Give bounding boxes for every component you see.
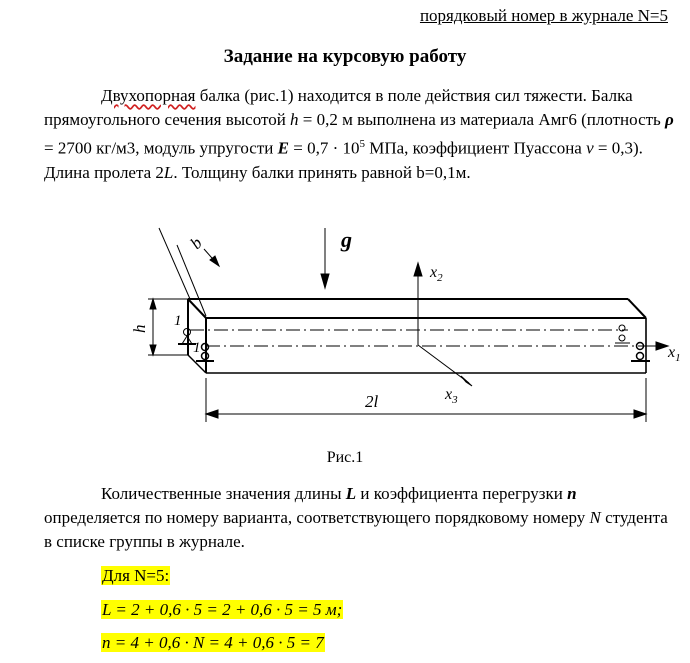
text-run: и коэффициента перегрузки xyxy=(356,484,568,503)
text-run: МПа, коэффициент Пуассона xyxy=(364,138,587,158)
x1-arrowhead xyxy=(656,342,668,350)
span-arrowhead-right xyxy=(634,410,646,418)
label-support-bottom: 1 xyxy=(193,340,201,356)
highlighted-formula: n = 4 + 0,6 · N = 4 + 0,6 · 5 = 7 xyxy=(102,633,324,652)
figure-caption: Рис.1 xyxy=(326,449,364,466)
page-title: Задание на курсовую работу xyxy=(223,46,467,67)
beam-right-top-edge xyxy=(628,299,646,318)
variant-paragraph xyxy=(44,482,674,554)
symbol-l: L xyxy=(163,162,174,182)
calc-overload-formula xyxy=(101,632,325,654)
h-arrowhead-bottom xyxy=(150,345,156,355)
x3-axis xyxy=(418,345,469,383)
label-g: g xyxy=(341,227,352,252)
text-run: Количественные значения длины xyxy=(101,484,346,503)
text-run: студента в списке группы в журнале. xyxy=(44,508,668,551)
symbol-rho: ρ xyxy=(665,110,674,129)
x3-arrowhead xyxy=(461,376,472,386)
label-b: b xyxy=(186,233,206,253)
span-arrowhead-left xyxy=(206,410,218,418)
label-x2: $x_2$ xyxy=(430,264,443,284)
b-extension-2 xyxy=(177,245,206,316)
label-x3: $x_3$ xyxy=(445,386,458,406)
symbol-l: L xyxy=(345,484,357,503)
text-run: балка (рис.1) находится в поле действия сил тяжести. Балка прямоугольного сечения высотой xyxy=(44,86,633,129)
support-right-back-roller xyxy=(619,335,625,341)
label-support-top: 1 xyxy=(174,313,182,329)
journal-number-note: порядковый номер в журнале N=5 xyxy=(419,6,668,25)
calc-heading xyxy=(101,565,170,587)
symbol-nu: ν xyxy=(586,138,594,158)
spell-flagged-word: Двухопорная xyxy=(101,86,196,105)
text-run: определяется по номеру варианта, соответствующего порядковому номеру xyxy=(44,508,590,527)
support-right-front-roller xyxy=(637,353,644,360)
beam-left-bottom-edge xyxy=(188,355,206,373)
calc-length-formula xyxy=(101,599,343,621)
highlighted-formula: L = 2 + 0,6 · 5 = 2 + 0,6 · 5 = 5 м; xyxy=(102,600,343,619)
gravity-arrowhead xyxy=(321,274,329,288)
label-x1: $x_1$ xyxy=(668,344,681,364)
x2-arrowhead xyxy=(414,263,422,276)
symbol-e: E xyxy=(277,138,289,158)
text-run: = 0,7 · 10 xyxy=(288,138,360,158)
label-span: 2l xyxy=(365,392,379,411)
symbol-n: n xyxy=(567,484,577,503)
symbol-n-var: N xyxy=(589,508,601,527)
h-arrowhead-top xyxy=(150,299,156,309)
text-run: . Толщину балки принять равной b=0,1м. xyxy=(173,162,471,182)
highlighted-text: Для N=5: xyxy=(102,566,170,585)
b-extension-1 xyxy=(159,228,190,299)
text-run: = 0,2 м выполнена из материала Амг6 (плотность xyxy=(298,110,666,129)
exponent: 5 xyxy=(359,138,365,150)
support-left-back-leg xyxy=(182,336,187,344)
text-run: = 2700 кг/м3, модуль упругости xyxy=(44,138,278,158)
label-h: h xyxy=(130,324,149,333)
text-run: = 0,3). Длина пролета 2 xyxy=(44,138,643,182)
symbol-h: h xyxy=(290,110,299,129)
